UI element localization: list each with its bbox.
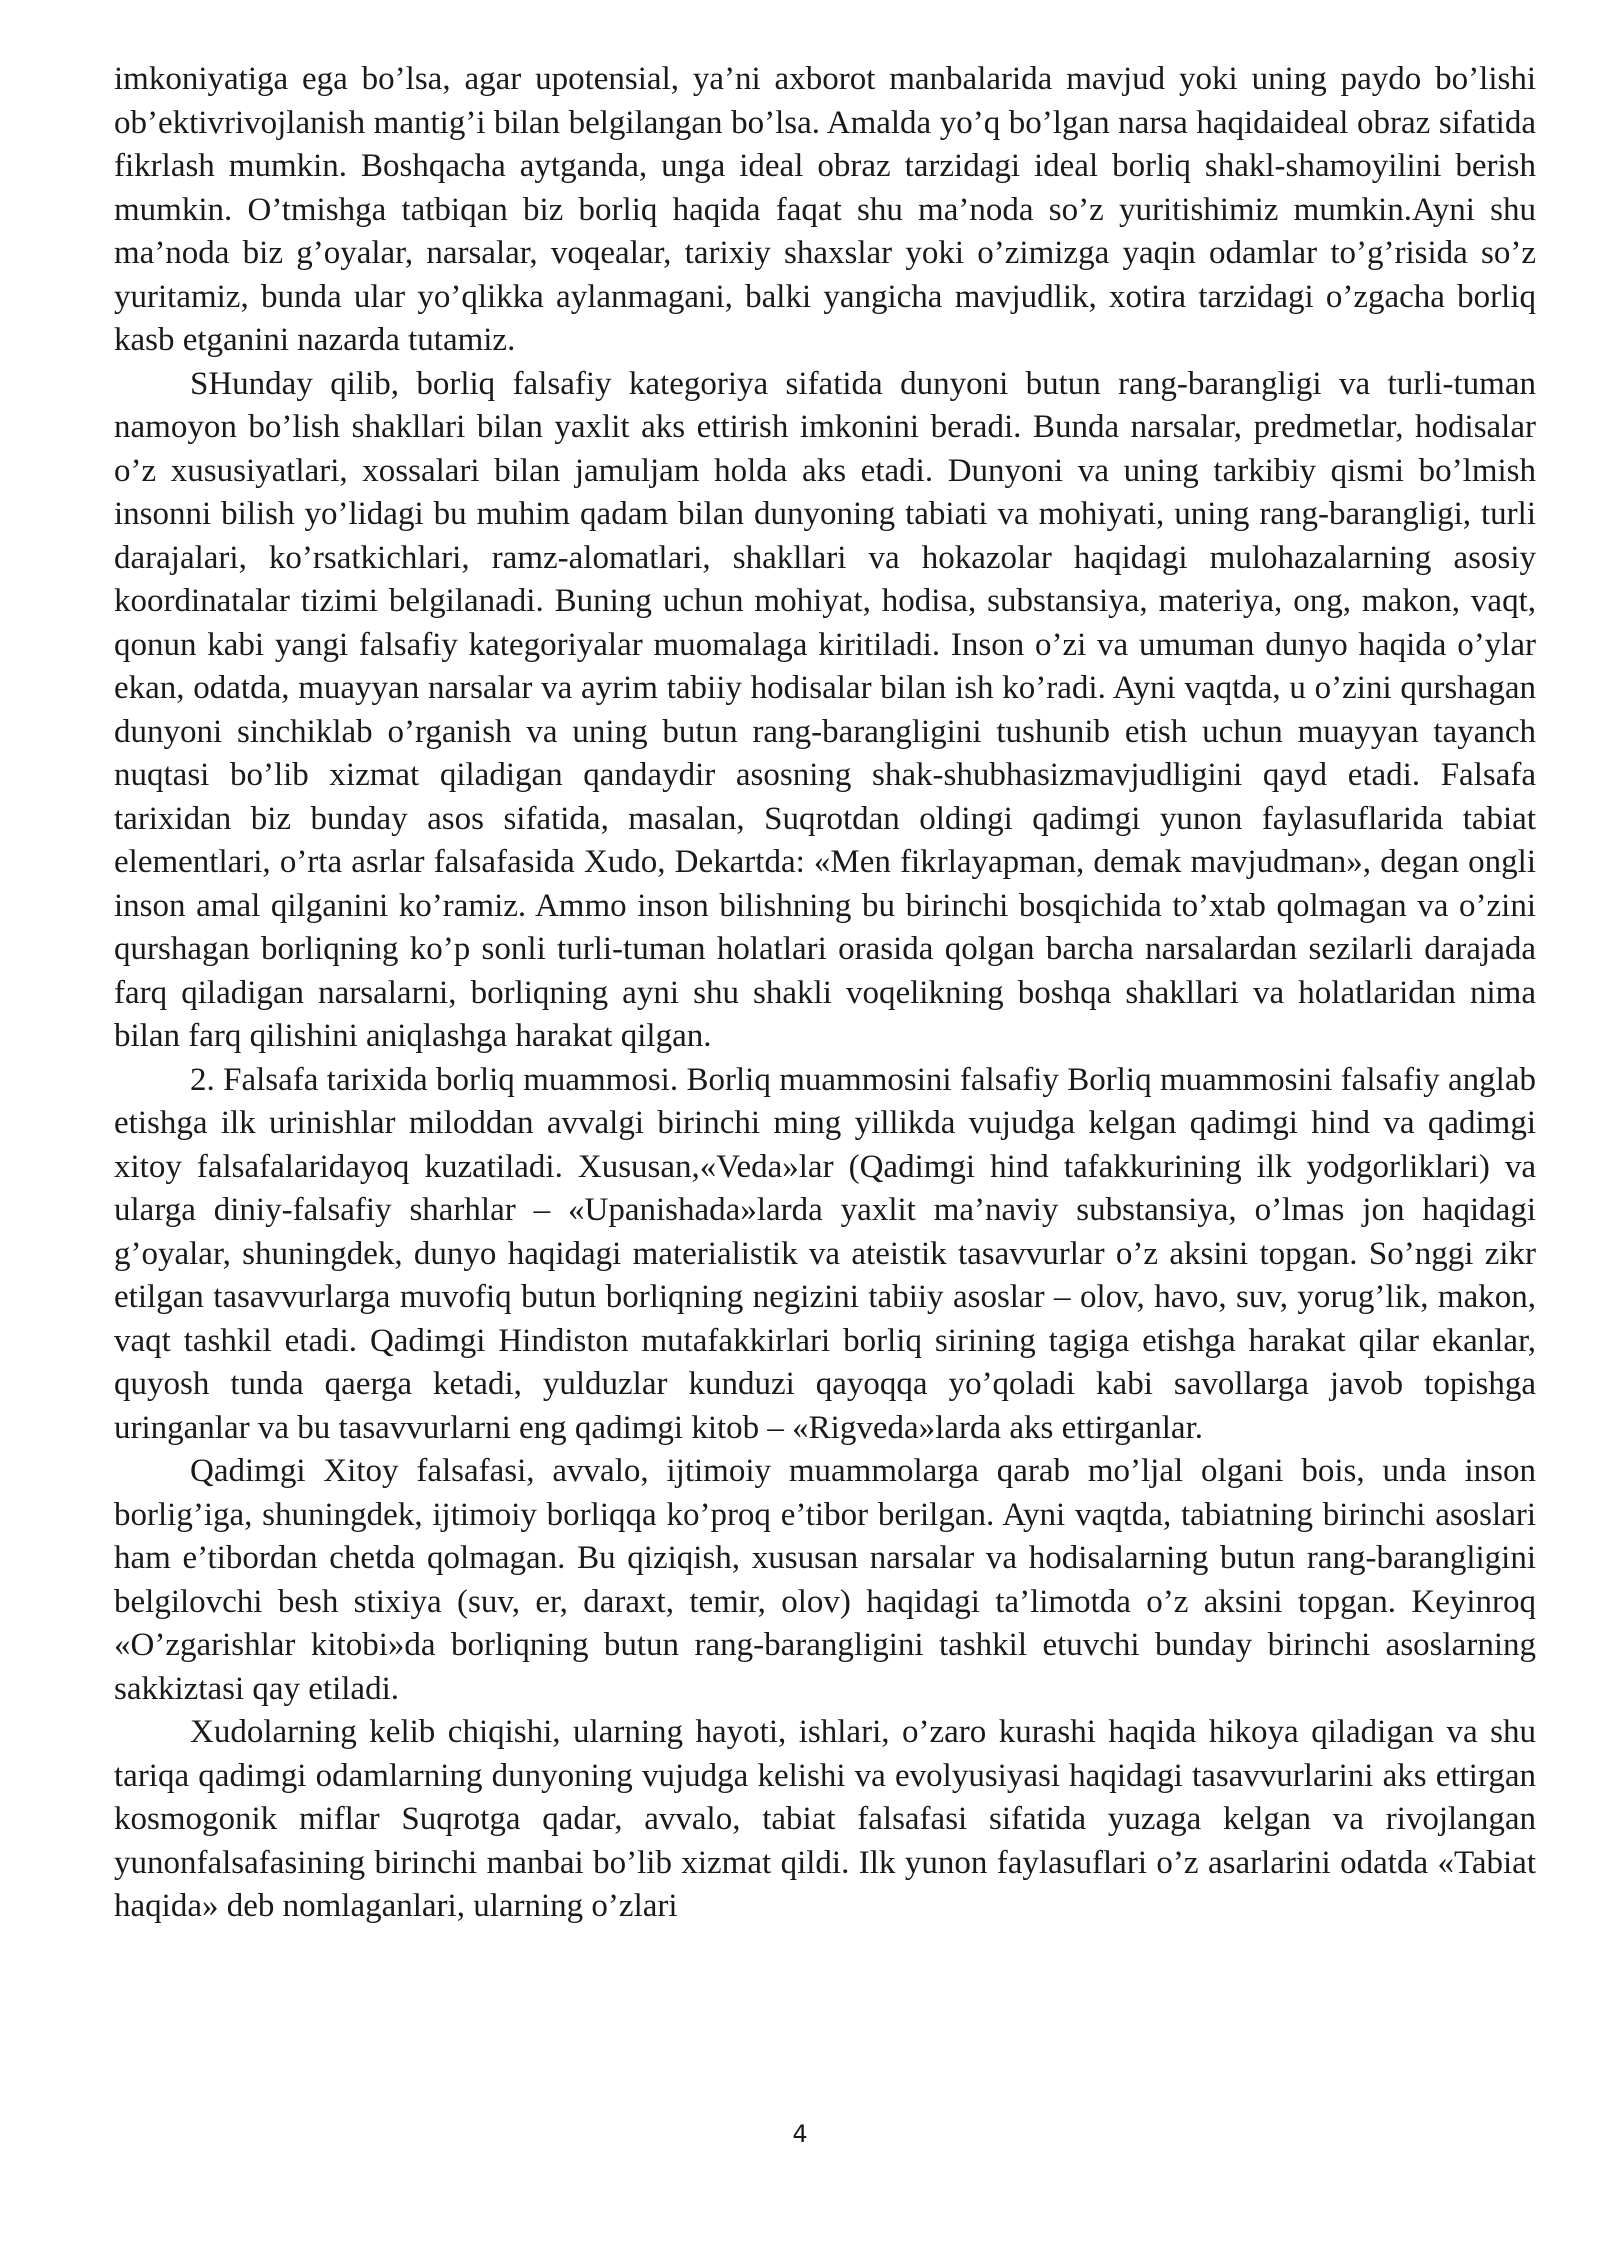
paragraph-5: Xudolarning kelib chiqishi, ularning hayoti, ishlari, o’zaro kurashi haqida hikoya qiladigan va shu tariqa qadimgi odamlarning dunyoning vujudga kelishi va evolyusiyasi haqidagi tasavvurlarini aks ettirgan kosmogonik miflar Suqrotga qadar, avvalo, tabiat falsafasi sifatida yuzaga kelgan va rivojlangan yunonfalsafasining birinchi manbai bo’lib xizmat qildi. Ilk yunon faylasuflari o’z asarlarini odatda «Tabiat haqida» deb nomlaganlari, ularning o’zlari	[114, 1714, 1536, 1924]
paragraph-4: Qadimgi Xitoy falsafasi, avvalo, ijtimoiy muammolarga qarab mo’ljal olgani bois, unda inson borlig’iga, shuningdek, ijtimoiy borliqqa ko’proq e’tibor berilgan. Ayni vaqtda, tabiatning birinchi asoslari ham e’tibordan chetda qolmagan. Bu qiziqish, xususan narsalar va hodisalarning butun rang-barangligini belgilovchi besh stixiya (suv, er, daraxt, temir, olov) haqidagi ta’limotda o’z aksini topgan. Keyinroq «O’zgarishlar kitobi»da borliqning butun rang-barangligini tashkil etuvchi bunday birinchi asoslarning sakkiztasi qay etiladi.	[114, 1453, 1536, 1707]
page-number: 4	[792, 2120, 808, 2148]
paragraph-2: SHunday qilib, borliq falsafiy kategoriya sifatida dunyoni butun rang-barangligi va turli-tuman namoyon bo’lish shakllari bilan yaxlit aks ettirish imkonini beradi. Bunda narsalar, predmetlar, hodisalar o’z xususiyatlari, xossalari bilan jamuljam holda aks etadi. Dunyoni va uning tarkibiy qismi bo’lmish insonni bilish yo’lidagi bu muhim qadam bilan dunyoning tabiati va mohiyati, uning rang-barangligi, turli darajalari, ko’rsatkichlari, ramz-alomatlari, shakllari va hokazolar haqidagi mulohazalarning asosiy koordinatalar tizimi belgilanadi. Buning uchun mohiyat, hodisa, substansiya, materiya, ong, makon, vaqt, qonun kabi yangi falsafiy kategoriyalar muomalaga kiritiladi. Inson o’zi va umuman dunyo haqida o’ylar ekan, odatda, muayyan narsalar va ayrim tabiiy hodisalar bilan ish ko’radi. Ayni vaqtda, u o’zini qurshagan dunyoni sinchiklab o’rganish va uning butun rang-barangligini tushunib etish uchun muayyan tayanch nuqtasi bo’lib xizmat qiladigan qandaydir asosning shak-shubhasizmavjudligini qayd etadi. Falsafa tarixidan biz bunday asos sifatida, masalan, Suqrotdan oldingi qadimgi yunon faylasuflarida tabiat elementlari, o’rta asrlar falsafasida Xudo, Dekartda: «Men fikrlayapman, demak mavjudman», degan ongli inson amal qilganini ko’ramiz. Ammo inson bilishning bu birinchi bosqichida to’xtab qolmagan va o’zini qurshagan borliqning ko’p sonli turli-tuman holatlari orasida qolgan barcha narsalardan sezilarli darajada farq qiladigan narsalarni, borliqning ayni shu shakli voqelikning boshqa shakllari va holatlaridan nima bilan farq qilishini aniqlashga harakat qilgan.	[114, 365, 1536, 1054]
paragraph-1: imkoniyatiga ega bo’lsa, agar upotensial, ya’ni axborot manbalarida mavjud yoki uning paydo bo’lishi ob’ektivrivojlanish mantig’i bilan belgilangan bo’lsa. Amalda yo’q bo’lgan narsa haqidaideal obraz sifatida fikrlash mumkin. Boshqacha aytganda, unga ideal obraz tarzidagi ideal borliq shakl-shamoyilini berish mumkin. O’tmishga tatbiqan biz borliq haqida faqat shu ma’noda so’z yuritishimiz mumkin.Ayni shu ma’noda biz g’oyalar, narsalar, voqealar, tarixiy shaxslar yoki o’zimizga yaqin odamlar to’g’risida so’z yuritamiz, bunda ular yo’qlikka aylanmagani, balki yangicha mavjudlik, xotira tarzidagi o’zgacha borliq kasb etganini nazarda tutamiz.	[114, 61, 1536, 358]
paragraph-3: 2. Falsafa tarixida borliq muammosi. Borliq muammosini falsafiy Borliq muammosini falsafiy anglab etishga ilk urinishlar miloddan avvalgi birinchi ming yillikda vujudga kelgan qadimgi hind va qadimgi xitoy falsafalaridayoq kuzatiladi. Xususan,«Veda»lar (Qadimgi hind tafakkurining ilk yodgorliklari) va ularga diniy-falsafiy sharhlar – «Upanishada»larda yaxlit ma’naviy substansiya, o’lmas jon haqidagi g’oyalar, shuningdek, dunyo haqidagi materialistik va ateistik tasavvurlar o’z aksini topgan. So’nggi zikr etilgan tasavvurlarga muvofiq butun borliqning negizini tabiiy asoslar – olov, havo, suv, yorug’lik, makon, vaqt tashkil etadi. Qadimgi Hindiston mutafakkirlari borliq sirining tagiga etishga harakat qilar ekanlar, quyosh tunda qaerga ketadi, yulduzlar kunduzi qayoqqa yo’qoladi kabi savollarga javob topishga uringanlar va bu tasavvurlarni eng qadimgi kitob – «Rigveda»larda aks ettirganlar.	[114, 1061, 1536, 1446]
page-body	[114, 58, 1536, 1929]
